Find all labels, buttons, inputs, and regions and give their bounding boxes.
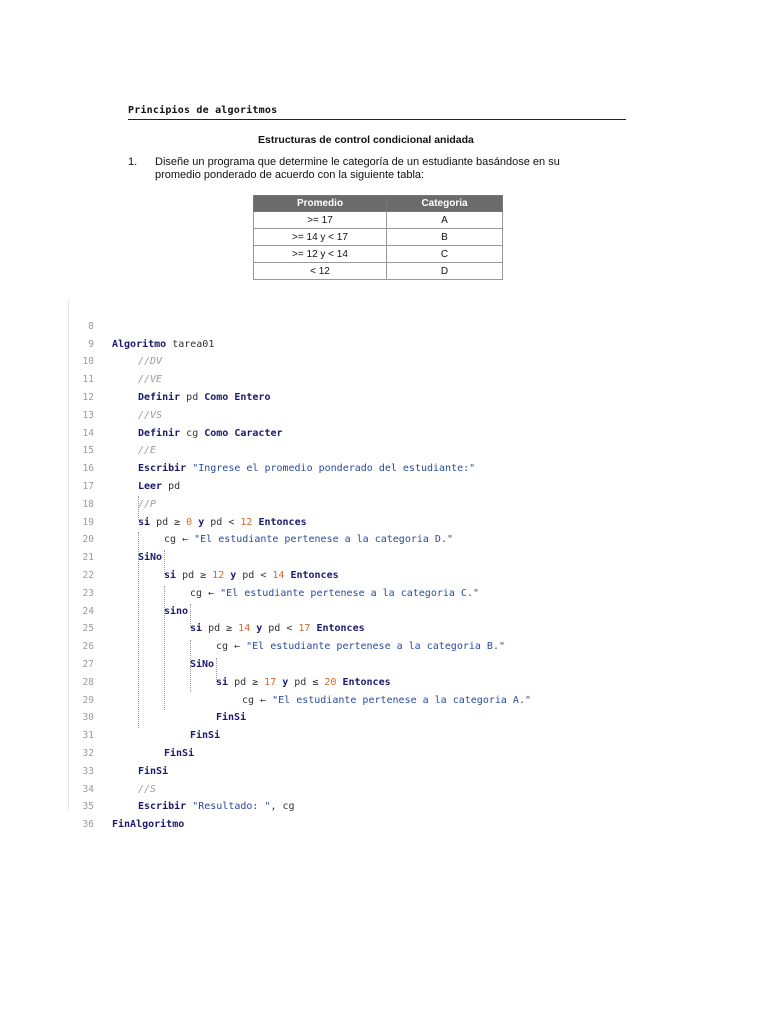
- line-number: 11: [82, 374, 94, 386]
- task-text-line: promedio ponderado de acuerdo con la siguiente tabla:: [155, 169, 425, 181]
- assignment: cg ←: [164, 534, 195, 546]
- code-line: [68, 300, 215, 350]
- identifier: tarea01: [166, 338, 215, 350]
- line-number: 24: [82, 605, 94, 617]
- number-literal: 14: [272, 569, 285, 581]
- table-cell: >= 12 y < 14: [254, 246, 387, 263]
- line-number: 20: [82, 534, 94, 546]
- document-header: [128, 100, 626, 120]
- condition: pd ≥: [176, 569, 213, 581]
- keyword: Definir: [138, 391, 181, 403]
- line-number: 8: [88, 320, 94, 332]
- keyword: y: [224, 569, 237, 581]
- keyword: FinAlgoritmo: [112, 819, 185, 831]
- line-number: 25: [82, 623, 94, 635]
- line-number: 13: [82, 409, 94, 421]
- keyword: Como Caracter: [204, 427, 283, 439]
- assignment: cg ←: [216, 641, 247, 653]
- keyword: y: [276, 676, 289, 688]
- keyword: Algoritmo: [112, 338, 167, 350]
- table-cell: C: [387, 246, 503, 263]
- table-cell: A: [387, 212, 503, 229]
- string-literal: "Resultado: ": [186, 801, 271, 813]
- table-cell: B: [387, 229, 503, 246]
- assignment: cg ←: [190, 587, 221, 599]
- keyword: si: [190, 623, 203, 635]
- column-header-promedio: Promedio: [254, 196, 387, 212]
- condition: pd <: [236, 569, 273, 581]
- line-number: 18: [82, 498, 94, 510]
- comment: //VS: [138, 409, 163, 421]
- task-text: [155, 156, 625, 182]
- line-number: 9: [88, 338, 94, 350]
- line-number: 28: [82, 676, 94, 688]
- table-row: [254, 246, 503, 263]
- section-title: Estructuras de control condicional anidada: [258, 134, 474, 146]
- line-number: 34: [82, 783, 94, 795]
- table-row: [254, 212, 503, 229]
- line-number: 14: [82, 427, 94, 439]
- line-number: 26: [82, 641, 94, 653]
- keyword: Entonces: [284, 569, 339, 581]
- task-text-line: Diseñe un programa que determine le categoría de un estudiante basándose en su: [155, 156, 560, 168]
- number-literal: 0: [186, 516, 193, 528]
- keyword: Definir: [138, 427, 181, 439]
- number-literal: 12: [240, 516, 253, 528]
- number-literal: 12: [212, 569, 225, 581]
- keyword: Leer: [138, 480, 163, 492]
- condition: pd ≥: [150, 516, 187, 528]
- comment: //DV: [138, 356, 163, 368]
- line-number: 10: [82, 356, 94, 368]
- keyword: Entonces: [252, 516, 307, 528]
- line-number: 12: [82, 391, 94, 403]
- comment: //S: [138, 783, 157, 795]
- identifier: pd: [180, 391, 205, 403]
- line-number: 21: [82, 552, 94, 564]
- identifier: , cg: [270, 801, 295, 813]
- keyword: FinSi: [138, 765, 169, 777]
- line-number: 17: [82, 480, 94, 492]
- task-number: 1.: [128, 156, 138, 168]
- identifier: pd: [162, 480, 181, 492]
- condition: pd <: [262, 623, 299, 635]
- line-number: 31: [82, 730, 94, 742]
- line-number: 15: [82, 445, 94, 457]
- number-literal: 17: [264, 676, 277, 688]
- comment: //P: [138, 498, 157, 510]
- column-header-categoria: Categoria: [387, 196, 503, 212]
- number-literal: 17: [298, 623, 311, 635]
- line-number: 27: [82, 658, 94, 670]
- keyword: FinSi: [164, 747, 195, 759]
- line-number: 29: [82, 694, 94, 706]
- keyword: si: [216, 676, 229, 688]
- string-literal: "El estudiante pertenese a la categoria C.": [220, 587, 479, 599]
- table-row: [254, 229, 503, 246]
- string-literal: "El estudiante pertenese a la categoria B.": [246, 641, 505, 653]
- keyword: Como Entero: [204, 391, 271, 403]
- keyword: FinSi: [216, 712, 247, 724]
- condition: pd <: [204, 516, 241, 528]
- code-line: [68, 798, 94, 831]
- number-literal: 14: [238, 623, 251, 635]
- keyword: Entonces: [310, 623, 365, 635]
- condition: pd ≥: [202, 623, 239, 635]
- table-cell: >= 14 y < 17: [254, 229, 387, 246]
- line-number: 33: [82, 765, 94, 777]
- keyword: Escribir: [138, 463, 187, 475]
- line-number: 16: [82, 463, 94, 475]
- line-number: 36: [82, 819, 94, 831]
- keyword: sino: [164, 605, 189, 617]
- category-table: [253, 195, 503, 280]
- keyword: si: [164, 569, 177, 581]
- identifier: cg: [180, 427, 205, 439]
- keyword: FinSi: [190, 730, 221, 742]
- table-row: [254, 263, 503, 280]
- line-number: 23: [82, 587, 94, 599]
- table-cell: D: [387, 263, 503, 280]
- keyword: Escribir: [138, 801, 187, 813]
- keyword: Entonces: [336, 676, 391, 688]
- number-literal: 20: [324, 676, 337, 688]
- keyword: SiNo: [138, 552, 163, 564]
- comment: //E: [138, 445, 157, 457]
- line-number: 22: [82, 569, 94, 581]
- comment: //VE: [138, 374, 163, 386]
- table-header-row: [254, 196, 503, 212]
- line-number: 35: [82, 801, 94, 813]
- assignment: cg ←: [242, 694, 273, 706]
- table-cell: >= 17: [254, 212, 387, 229]
- string-literal: "El estudiante pertenese a la categoria A.": [272, 694, 531, 706]
- line-number: 32: [82, 747, 94, 759]
- condition: pd ≤: [288, 676, 325, 688]
- line-number: 19: [82, 516, 94, 528]
- course-title: Principios de algoritmos: [128, 105, 278, 116]
- string-literal: "Ingrese el promedio ponderado del estudiante:": [186, 463, 476, 475]
- keyword: y: [192, 516, 205, 528]
- keyword: SiNo: [190, 658, 215, 670]
- keyword: y: [250, 623, 263, 635]
- line-number: 30: [82, 712, 94, 724]
- string-literal: "El estudiante pertenese a la categoria D.": [194, 534, 453, 546]
- table-cell: < 12: [254, 263, 387, 280]
- keyword: si: [138, 516, 151, 528]
- condition: pd ≥: [228, 676, 265, 688]
